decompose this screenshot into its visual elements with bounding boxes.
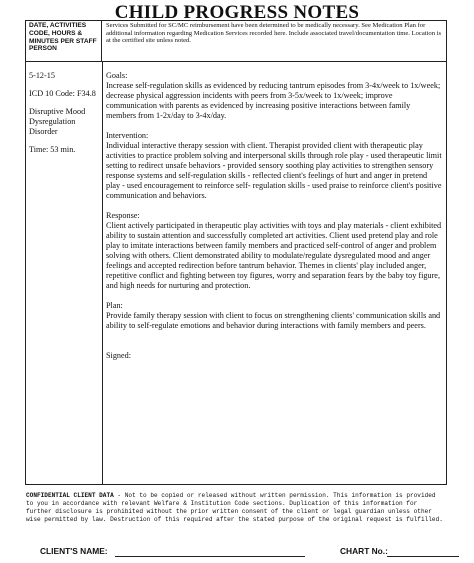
signed-label: Signed: [106, 351, 132, 360]
session-info-column [29, 71, 101, 163]
goals-section [106, 71, 442, 121]
response-label: Response: [106, 211, 140, 220]
notes-form [25, 20, 447, 485]
session-date: 5-12-15 [29, 71, 55, 80]
chart-no-line [387, 556, 459, 557]
response-text: Client actively participated in therapeutic play activities with toys and play materials - client exhibited ability to sustain attention and successfully completed art activities. Client used pretend play and role play to imitate interactions between family members and practiced self-control of anger and problem solving with others. Client demonstrated ability to modulate/regulate dysregulated mood and anger feelings and accepted redirection before tantrum behavior. Themes in clients' play included anger, repetitive conflict and fighting between toy figures, worry and separation fears by the baby toy figure, and high needs for nurturing and protection. [106, 221, 442, 290]
confidential-label: CONFIDENTIAL CLIENT DATA [26, 492, 114, 499]
header-instructions: Services Submitted for SC/MC reimbursement have been determined to be medically necessary. See Medication Plan for additional information regarding Medication Services recorded here. Include associated travel/documentation time. Location is at the certified site unless noted. [102, 21, 446, 62]
notes-body [106, 71, 442, 371]
intervention-text: Individual interactive therapy session with client. Therapist provided client with therapeutic play activities to practice problem solving and interpersonal skills through role play - used therapeutic limit setting to redirect unsafe behaviors - provided sensory soothing play activities to strengthen sensory response systems and self-regulation skills - reflected client's feelings of hurt and anger in pretend play - used encouragement to reinforce self- regulation skills - used praise to reinforce client's positive communication and behaviors. [106, 141, 442, 200]
response-section [106, 211, 442, 291]
header-left-label: DATE, ACTIVITIES CODE, HOURS & MINUTES PER STAFF PERSON [26, 21, 102, 62]
page-title: CHILD PROGRESS NOTES [114, 2, 360, 23]
intervention-section [106, 131, 442, 201]
client-name-line [115, 556, 305, 557]
confidential-notice [26, 492, 446, 524]
session-time: Time: 53 min. [29, 145, 76, 154]
icd-code: ICD 10 Code: F34.8 [29, 89, 96, 98]
plan-section [106, 301, 442, 331]
goals-text: Increase self-regulation skills as evidenced by reducing tantrum episodes from 3-4x/week to 1x/week; decrease physical aggression incidents with peers from 3-5x/week to 1x/week; improve communication with parents as evidenced by increasing positive interactions between family members from 1-2x/day to 3-4x/day. [106, 81, 441, 120]
column-divider [102, 62, 103, 484]
plan-text: Provide family therapy session with client to focus on strengthening clients' communication skills and ability to self-regulate emotions and behavior during interactions with family members and peers. [106, 311, 441, 330]
chart-no-label: CHART No.: [340, 546, 388, 556]
diagnosis: Disruptive Mood Dysregulation Disorder [29, 107, 86, 136]
confidential-text: - Not to be copied or released without written permission. This information is provided to you in accordance with relevant Welfare & Institution Code sections. Duplication of this information for further disclosure is prohibited without the prior written consent of the client or legal guardian unless other wise permitted by law. Destruction of this required after the stated purpose of the original request is fulfilled. [26, 492, 443, 523]
client-name-label: CLIENT'S NAME: [40, 546, 108, 556]
signed-section [106, 351, 442, 361]
intervention-label: Intervention: [106, 131, 149, 140]
goals-label: Goals: [106, 71, 128, 80]
plan-label: Plan: [106, 301, 123, 310]
